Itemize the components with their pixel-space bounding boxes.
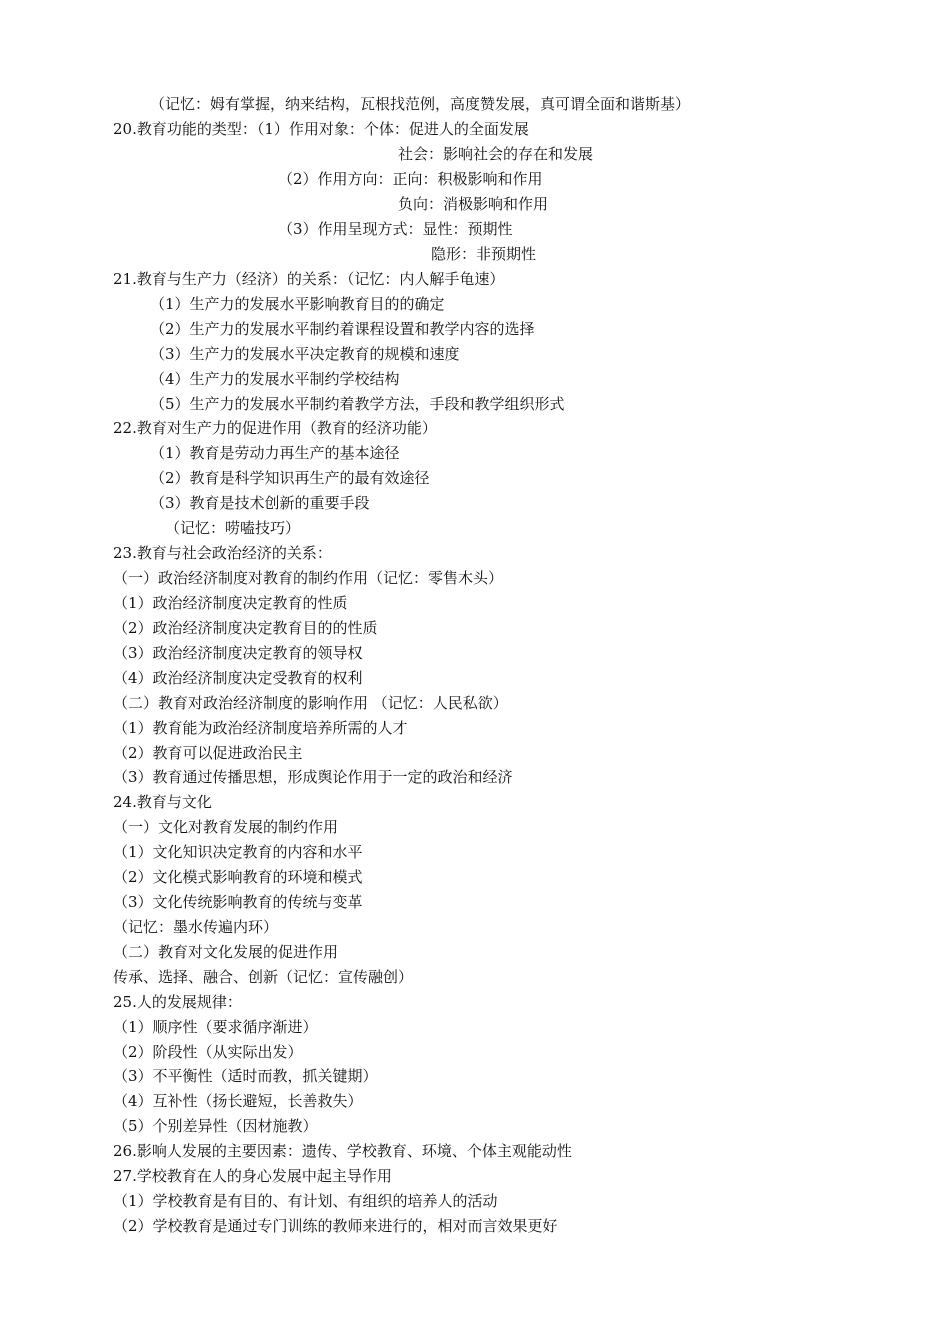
- memory-note-line: （记忆：墨水传遍内环）: [113, 918, 279, 936]
- text-line: （1）顺序性（要求循序渐进）: [113, 1018, 318, 1036]
- text-line: （1）学校教育是有目的、有计划、有组织的培养人的活动: [113, 1192, 498, 1210]
- text-line: （4）互补性（扬长避短，长善救失）: [113, 1092, 363, 1110]
- item-20-heading: 20.教育功能的类型：（1）作用对象：个体：促进人的全面发展: [113, 120, 529, 138]
- text-line: （3）生产力的发展水平决定教育的规模和速度: [150, 345, 460, 363]
- text-line: （1）文化知识决定教育的内容和水平: [113, 843, 363, 861]
- text-line: （2）政治经济制度决定教育目的的性质: [113, 619, 378, 637]
- text-line: （一）政治经济制度对教育的制约作用（记忆：零售木头）: [113, 569, 504, 587]
- item-27-heading: 27.学校教育在人的身心发展中起主导作用: [113, 1167, 392, 1185]
- text-line: （3）政治经济制度决定教育的领导权: [113, 644, 363, 662]
- text-line: （4）政治经济制度决定受教育的权利: [113, 669, 363, 687]
- text-line: 负向：消极影响和作用: [398, 195, 549, 213]
- item-25-heading: 25.人的发展规律：: [113, 993, 242, 1011]
- item-22-heading: 22.教育对生产力的促进作用（教育的经济功能）: [113, 419, 437, 437]
- item-26-heading: 26.影响人发展的主要因素：遗传、学校教育、环境、个体主观能动性: [113, 1142, 572, 1160]
- text-line: （2）阶段性（从实际出发）: [113, 1043, 303, 1061]
- text-line: （3）教育是技术创新的重要手段: [150, 494, 370, 512]
- text-line: （2）生产力的发展水平制约着课程设置和教学内容的选择: [150, 320, 535, 338]
- text-line: （1）生产力的发展水平影响教育目的的确定: [150, 295, 445, 313]
- item-21-heading: 21.教育与生产力（经济）的关系：（记忆：内人解手龟速）: [113, 270, 505, 288]
- text-line: 隐形：非预期性: [431, 245, 537, 263]
- text-line: 传承、选择、融合、创新（记忆：宣传融创）: [113, 968, 414, 986]
- text-line: （1）教育能为政治经济制度培养所需的人才: [113, 719, 408, 737]
- text-line: （3）不平衡性（适时而教，抓关键期）: [113, 1067, 378, 1085]
- text-line: （1）政治经济制度决定教育的性质: [113, 594, 348, 612]
- memory-note-line: （记忆：姆有掌握，纳来结构，瓦根找范例，高度赞发展，真可谓全面和谐斯基）: [150, 95, 691, 113]
- text-line: （2）教育可以促进政治民主: [113, 744, 303, 762]
- memory-note-line: （记忆：唠嗑技巧）: [165, 519, 301, 537]
- text-line: （3）作用呈现方式：显性：预期性: [278, 220, 513, 238]
- text-line: （2）学校教育是通过专门训练的教师来进行的，相对而言效果更好: [113, 1217, 558, 1235]
- text-line: （5）个别差异性（因材施教）: [113, 1117, 318, 1135]
- text-line: （二）教育对政治经济制度的影响作用 （记忆：人民私欲）: [113, 694, 508, 712]
- text-line: （3）文化传统影响教育的传统与变革: [113, 893, 363, 911]
- text-line: （5）生产力的发展水平制约着教学方法，手段和教学组织形式: [150, 395, 565, 413]
- item-23-heading: 23.教育与社会政治经济的关系：: [113, 544, 332, 562]
- text-line: 社会：影响社会的存在和发展: [398, 145, 594, 163]
- text-line: （2）教育是科学知识再生产的最有效途径: [150, 469, 430, 487]
- text-line: （2）文化模式影响教育的环境和模式: [113, 868, 363, 886]
- text-line: （3）教育通过传播思想，形成舆论作用于一定的政治和经济: [113, 768, 513, 786]
- text-line: （一）文化对教育发展的制约作用: [113, 818, 339, 836]
- text-line: （2）作用方向：正向：积极影响和作用: [278, 170, 543, 188]
- item-24-heading: 24.教育与文化: [113, 793, 212, 811]
- text-line: （4）生产力的发展水平制约学校结构: [150, 370, 400, 388]
- text-line: （1）教育是劳动力再生产的基本途径: [150, 444, 400, 462]
- text-line: （二）教育对文化发展的促进作用: [113, 943, 339, 961]
